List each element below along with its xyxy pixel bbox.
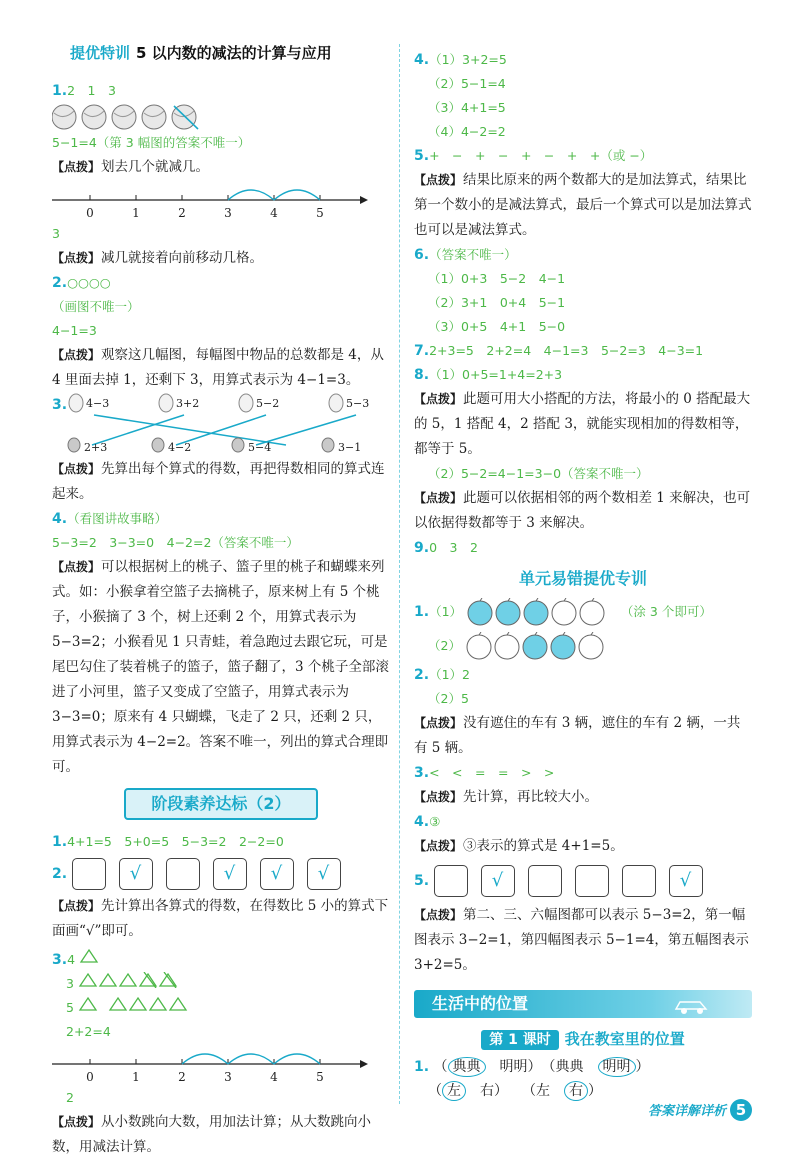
r-q6-item: （3）0+5 4+1 5−0 bbox=[428, 319, 566, 334]
s2-tip: 先计算出各算式的得数，在得数比 5 小的算式下面画“√”即可。 bbox=[52, 898, 389, 939]
s2-num: 2. bbox=[52, 866, 68, 882]
s3-row2: 3 bbox=[66, 976, 74, 991]
lesson-title bbox=[414, 1028, 752, 1049]
option: 明明 bbox=[499, 1059, 528, 1075]
e5-tip: 第二、三、六幅图都可以表示 5−3=2，第一幅图表示 3−2=1，第四幅图表示 5−1=4，第五幅图表示 3+2=5。 bbox=[414, 907, 749, 973]
tick-label: 0 bbox=[86, 206, 94, 220]
s3-equation: 2+2=4 bbox=[66, 1024, 111, 1039]
e3-tip: 先计算，再比较大小。 bbox=[463, 789, 599, 805]
s1-answer: 4+1=5 5+0=5 5−3=2 2−2=0 bbox=[67, 834, 284, 849]
left-column bbox=[52, 42, 390, 1160]
r-q8-tip1: 此题可用大小搭配的方法，将最小的 0 搭配最大的 5，1 搭配 4，2 搭配 3，就能实现相加的得数相等，都等于 5。 bbox=[414, 391, 751, 457]
answer-box bbox=[72, 858, 106, 890]
q3-tip: 先算出每个算式的得数，再把得数相同的算式连起来。 bbox=[52, 461, 385, 502]
r-q5-tip: 结果比原来的两个数都大的是加法算式，结果比第一个数小的是减法算式，最后一个算式可以是加法算式也可以是减法算式。 bbox=[414, 172, 752, 238]
r-q4-item: （3）4+1=5 bbox=[428, 100, 506, 115]
triangles-icon bbox=[78, 996, 188, 1012]
q3-num: 3. bbox=[52, 397, 68, 413]
match-top: 4−3 bbox=[86, 397, 110, 410]
q2-equation: 4−1=3 bbox=[52, 323, 97, 338]
page-number: 5 bbox=[730, 1099, 752, 1121]
q2-num: 2. bbox=[52, 275, 68, 291]
title-tag: 提优特训 bbox=[70, 44, 131, 62]
e4-answer: ③ bbox=[429, 814, 441, 829]
q1-equation: 5−1=4（第 3 幅图的答案不唯一） bbox=[52, 135, 251, 150]
lesson-pill: 第 1 课时 bbox=[481, 1030, 559, 1050]
apples-row-1 bbox=[466, 598, 616, 626]
r-q4-item: （4）4−2=2 bbox=[428, 124, 506, 139]
tick-label: 5 bbox=[316, 1070, 324, 1084]
e4-tip: ③表示的算式是 4+1=5。 bbox=[463, 838, 624, 854]
answer-box: √ bbox=[307, 858, 341, 890]
section-title bbox=[52, 42, 390, 63]
r-q6-note: （答案不唯一） bbox=[429, 247, 517, 262]
tick-label: 4 bbox=[270, 206, 278, 220]
tick-label: 0 bbox=[86, 1070, 94, 1084]
tip-label: 【点拨】 bbox=[52, 1115, 101, 1129]
tip-label: 【点拨】 bbox=[52, 251, 101, 265]
r-q9-num: 9. bbox=[414, 540, 430, 556]
r-q6-item: （2）3+1 0+4 5−1 bbox=[428, 295, 566, 310]
tip-label: 【点拨】 bbox=[52, 348, 101, 362]
circled-answer: 左 bbox=[442, 1081, 466, 1101]
e2-num: 2. bbox=[414, 667, 430, 683]
tick-label: 2 bbox=[178, 1070, 186, 1084]
e1-part2-label: （2） bbox=[428, 638, 461, 653]
volleyball-row bbox=[52, 103, 390, 131]
option: 右 bbox=[480, 1083, 494, 1099]
match-bottom: 5−4 bbox=[248, 441, 272, 454]
q2-note: （画图不唯一） bbox=[52, 299, 140, 314]
tip-label: 【点拨】 bbox=[414, 908, 463, 922]
option: 左 bbox=[536, 1083, 550, 1099]
r-q5-answer: + − + − + − + +（或 −） bbox=[429, 148, 653, 163]
lesson-text: 我在教室里的位置 bbox=[564, 1030, 685, 1048]
q4-note: （看图讲故事略） bbox=[67, 511, 168, 526]
tick-label: 3 bbox=[224, 1070, 232, 1084]
triangles-crossed-icon bbox=[78, 972, 188, 988]
tip-label: 【点拨】 bbox=[52, 560, 101, 574]
s3-tip: 从小数跳向大数，用加法计算；从大数跳向小数，用减法计算。 bbox=[52, 1114, 372, 1155]
r-q4-item: （1）3+2=5 bbox=[429, 52, 507, 67]
tip-label: 【点拨】 bbox=[414, 392, 463, 406]
q1-tip1: 划去几个就减几。 bbox=[101, 159, 210, 175]
title-text: 5 以内数的减法的计算与应用 bbox=[136, 44, 332, 62]
triangle-icon bbox=[79, 948, 99, 964]
s3-answer: 2 bbox=[66, 1090, 74, 1105]
q1-num: 1. bbox=[52, 83, 68, 99]
answer-box: √ bbox=[669, 865, 703, 897]
s3-num: 3. bbox=[52, 952, 68, 968]
number-line-2 bbox=[50, 1044, 370, 1084]
s1-num: 1. bbox=[52, 834, 68, 850]
r-q8-a1: （1）0+5=1+4=2+3 bbox=[429, 367, 563, 382]
q1-tip2: 减几就接着向前移动几格。 bbox=[101, 250, 264, 266]
stage-banner: 阶段素养达标（2） bbox=[124, 788, 318, 820]
answer-box bbox=[575, 865, 609, 897]
l1-num: 1. bbox=[414, 1059, 430, 1075]
match-bottom: 3−1 bbox=[338, 441, 362, 454]
q3-matching bbox=[52, 393, 390, 455]
e2-tip: 没有遮住的车有 3 辆，遮住的车有 2 辆，一共有 5 辆。 bbox=[414, 715, 741, 756]
answer-box: √ bbox=[260, 858, 294, 890]
option: 典典 bbox=[555, 1059, 584, 1075]
section-header: 单元易错提优专训 bbox=[518, 569, 647, 588]
answer-box: √ bbox=[213, 858, 247, 890]
q2-tip: 观察这几幅图，每幅图中物品的总数都是 4，从 4 里面去掉 1，还剩下 3，用算式表示为 4−1=3。 bbox=[52, 347, 384, 388]
page-footer bbox=[648, 1099, 752, 1121]
r-q6-num: 6. bbox=[414, 247, 430, 263]
tick-label: 1 bbox=[132, 206, 140, 220]
q4-tip: 可以根据树上的桃子、篮子里的桃子和蝴蝶来列式。如：小猴拿着空篮子去摘桃子，原来树上有 5 个桃子，小猴摘了 3 个，树上还剩 2 个，用算式表示为 5−3=2；小猴看见 1 只青蛙，着急跑过去跟它玩，可是尾巴勾住了装着桃子的篮子，篮子翻了，3 个桃子全部滚进了小河里，篮子又变成了空篮子，用算式表示为 3−3=0；原来有 4 只蝴蝶，飞走了 2 只，还剩 2 只，用算式表示为 4−2=2。答案不唯一，列出的算式合理即可。 bbox=[52, 559, 389, 775]
column-divider bbox=[399, 44, 400, 1104]
tick-label: 1 bbox=[132, 1070, 140, 1084]
matching-lines bbox=[66, 393, 386, 455]
answer-box bbox=[434, 865, 468, 897]
match-top: 3+2 bbox=[176, 397, 200, 410]
car-icon bbox=[672, 995, 712, 1015]
tip-label: 【点拨】 bbox=[414, 716, 463, 730]
match-top: 5−3 bbox=[346, 397, 370, 410]
tick-label: 2 bbox=[178, 206, 186, 220]
e5-num: 5. bbox=[414, 873, 430, 889]
s3-row1: 4 bbox=[67, 952, 76, 967]
answer-box bbox=[622, 865, 656, 897]
e1-part1-label: （1） bbox=[429, 604, 463, 619]
r-q4-num: 4. bbox=[414, 52, 430, 68]
match-bottom: 2+3 bbox=[84, 441, 108, 454]
tip-label: 【点拨】 bbox=[414, 790, 463, 804]
s3-row3: 5 bbox=[66, 1000, 74, 1015]
circled-answer: 明明 bbox=[598, 1057, 636, 1077]
r-q5-num: 5. bbox=[414, 148, 430, 164]
r-q7-num: 7. bbox=[414, 343, 430, 359]
e3-num: 3. bbox=[414, 765, 430, 781]
q1-answer-3: 3 bbox=[52, 226, 60, 241]
match-bottom: 4−2 bbox=[168, 441, 192, 454]
right-column: 4.（1）3+2=5 （2）5−1=4 （3）4+1=5 （4）4−2=2 5.+ − + − + − + +（或 −） 【点拨】结果比原来的两个数都大的是加法算式，结果比第一个数小的是减法算式，最后一个算式可以是加法算式也可以是减法算式。 6.（答案不唯一） （1）0+3 5−2 4−1 （2）3+1 0+4 5−1 （3）0+5 4+1 5−0 7.2+3=5 2+2=4 4−1=3 5−2=3 4−3=1 8.（1）0+5=1+4=2+3 【点拨】此题可用大小搭配的方法，将最小的 0 搭配最大的 5，1 搭配 4，2 搭配 3，就能实现相加的得数相等，都等于 5。 （2）5−2=4−1=3−0（答案不唯一） 【点拨】此题可以依据相邻的两个数相差 1 来解决，也可以依据得数都等于 3 来解决。 9.0 3 2 单元易错提优专训 1.（1） （涂 3 个即可） （2） 2.（1）2 （2）5 【点拨】没有遮住的车有 3 辆，遮住的车有 2 辆，一共有 5 辆。 3.< < = = > > 【点拨】先计算，再比较大小。 4.③ 【点拨】③表示的算式是 4+1=5。 5. √ √ 【点拨】第二、三、六幅图都可以表示 5−3=2，第一幅图表示 3−2=1，第四幅图表示 5−1=4，第五幅图表示 3+2=5。 生活中的位置 第 1 课时 我在教室里的位置 1. （ 典典 明明） （典典 明明 ） （ 左 右） （左 右 ） bbox=[414, 52, 752, 1099]
e4-num: 4. bbox=[414, 814, 430, 830]
q2-answer: ○○○○ bbox=[67, 275, 111, 290]
r-q6-item: （1）0+3 5−2 4−1 bbox=[428, 271, 566, 286]
apples-row-2 bbox=[465, 632, 625, 660]
tip-label: 【点拨】 bbox=[414, 491, 463, 505]
tip-label: 【点拨】 bbox=[414, 173, 463, 187]
circled-answer: 典典 bbox=[448, 1057, 486, 1077]
tip-label: 【点拨】 bbox=[52, 160, 101, 174]
footer-text: 答案详解详析 bbox=[647, 1104, 726, 1119]
volleyball-icons bbox=[52, 103, 212, 131]
number-line-1 bbox=[50, 180, 370, 220]
e1-num: 1. bbox=[414, 604, 430, 620]
answer-box bbox=[166, 858, 200, 890]
tick-label: 4 bbox=[270, 1070, 278, 1084]
chapter-bar bbox=[414, 990, 752, 1018]
tick-label: 3 bbox=[224, 206, 232, 220]
q4-num: 4. bbox=[52, 511, 68, 527]
q1-answer: 2 1 3 bbox=[67, 83, 116, 98]
e3-answer: < < = = > > bbox=[429, 765, 555, 780]
answer-box bbox=[528, 865, 562, 897]
match-top: 5−2 bbox=[256, 397, 280, 410]
answer-box: √ bbox=[481, 865, 515, 897]
circled-answer: 右 bbox=[564, 1081, 588, 1101]
tick-label: 5 bbox=[316, 206, 324, 220]
e2-b: （2）5 bbox=[428, 691, 469, 706]
r-q8-num: 8. bbox=[414, 367, 430, 383]
r-q9-answer: 0 3 2 bbox=[429, 540, 478, 555]
q4-equation: 5−3=2 3−3=0 4−2=2（答案不唯一） bbox=[52, 535, 299, 550]
answer-box: √ bbox=[119, 858, 153, 890]
tip-label: 【点拨】 bbox=[52, 899, 101, 913]
e1-note: （涂 3 个即可） bbox=[620, 604, 712, 619]
chapter-title: 生活中的位置 bbox=[432, 994, 529, 1013]
r-q4-item: （2）5−1=4 bbox=[428, 76, 506, 91]
tip-label: 【点拨】 bbox=[414, 839, 463, 853]
tip-label: 【点拨】 bbox=[52, 462, 101, 476]
e2-a: （1）2 bbox=[429, 667, 470, 682]
r-q8-tip2: 此题可以依据相邻的两个数相差 1 来解决，也可以依据得数都等于 3 来解决。 bbox=[414, 490, 751, 531]
r-q7-answer: 2+3=5 2+2=4 4−1=3 5−2=3 4−3=1 bbox=[429, 343, 704, 358]
r-q8-a2: （2）5−2=4−1=3−0（答案不唯一） bbox=[428, 466, 649, 481]
